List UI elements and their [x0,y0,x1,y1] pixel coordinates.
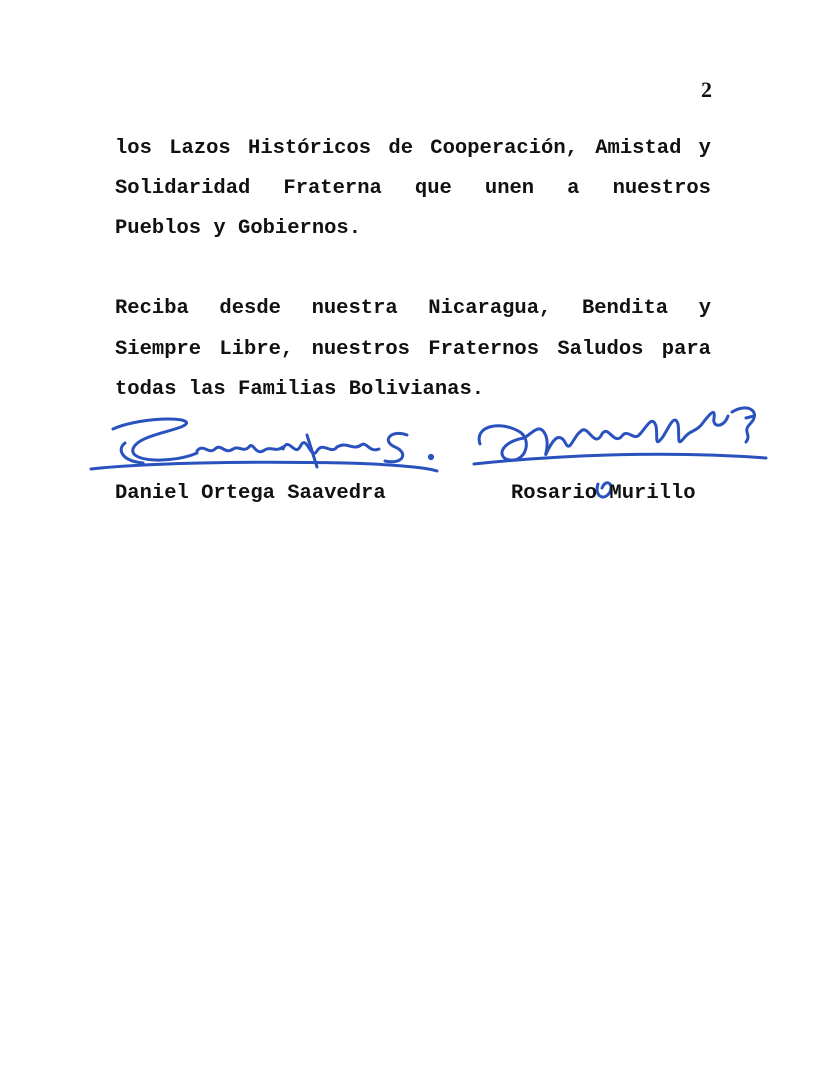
body-line: Siempre Libre, nuestros Fraternos Saludos para [115,338,711,361]
body-line: todas las Familias Bolivianas. [115,378,485,401]
signature-daniel-ortega [85,405,445,485]
signer-name-2: Rosario Murillo [511,482,696,505]
body-line: Reciba desde nuestra Nicaragua, Bendita y [115,297,711,320]
body-line: Solidaridad Fraterna que unen a nuestros [115,177,711,200]
body-line: Pueblos y Gobiernos. [115,217,362,240]
signer-name-1: Daniel Ortega Saavedra [115,482,386,505]
body-line: los Lazos Históricos de Cooperación, Amistad y [115,137,711,160]
page-number: 2 [701,77,712,102]
